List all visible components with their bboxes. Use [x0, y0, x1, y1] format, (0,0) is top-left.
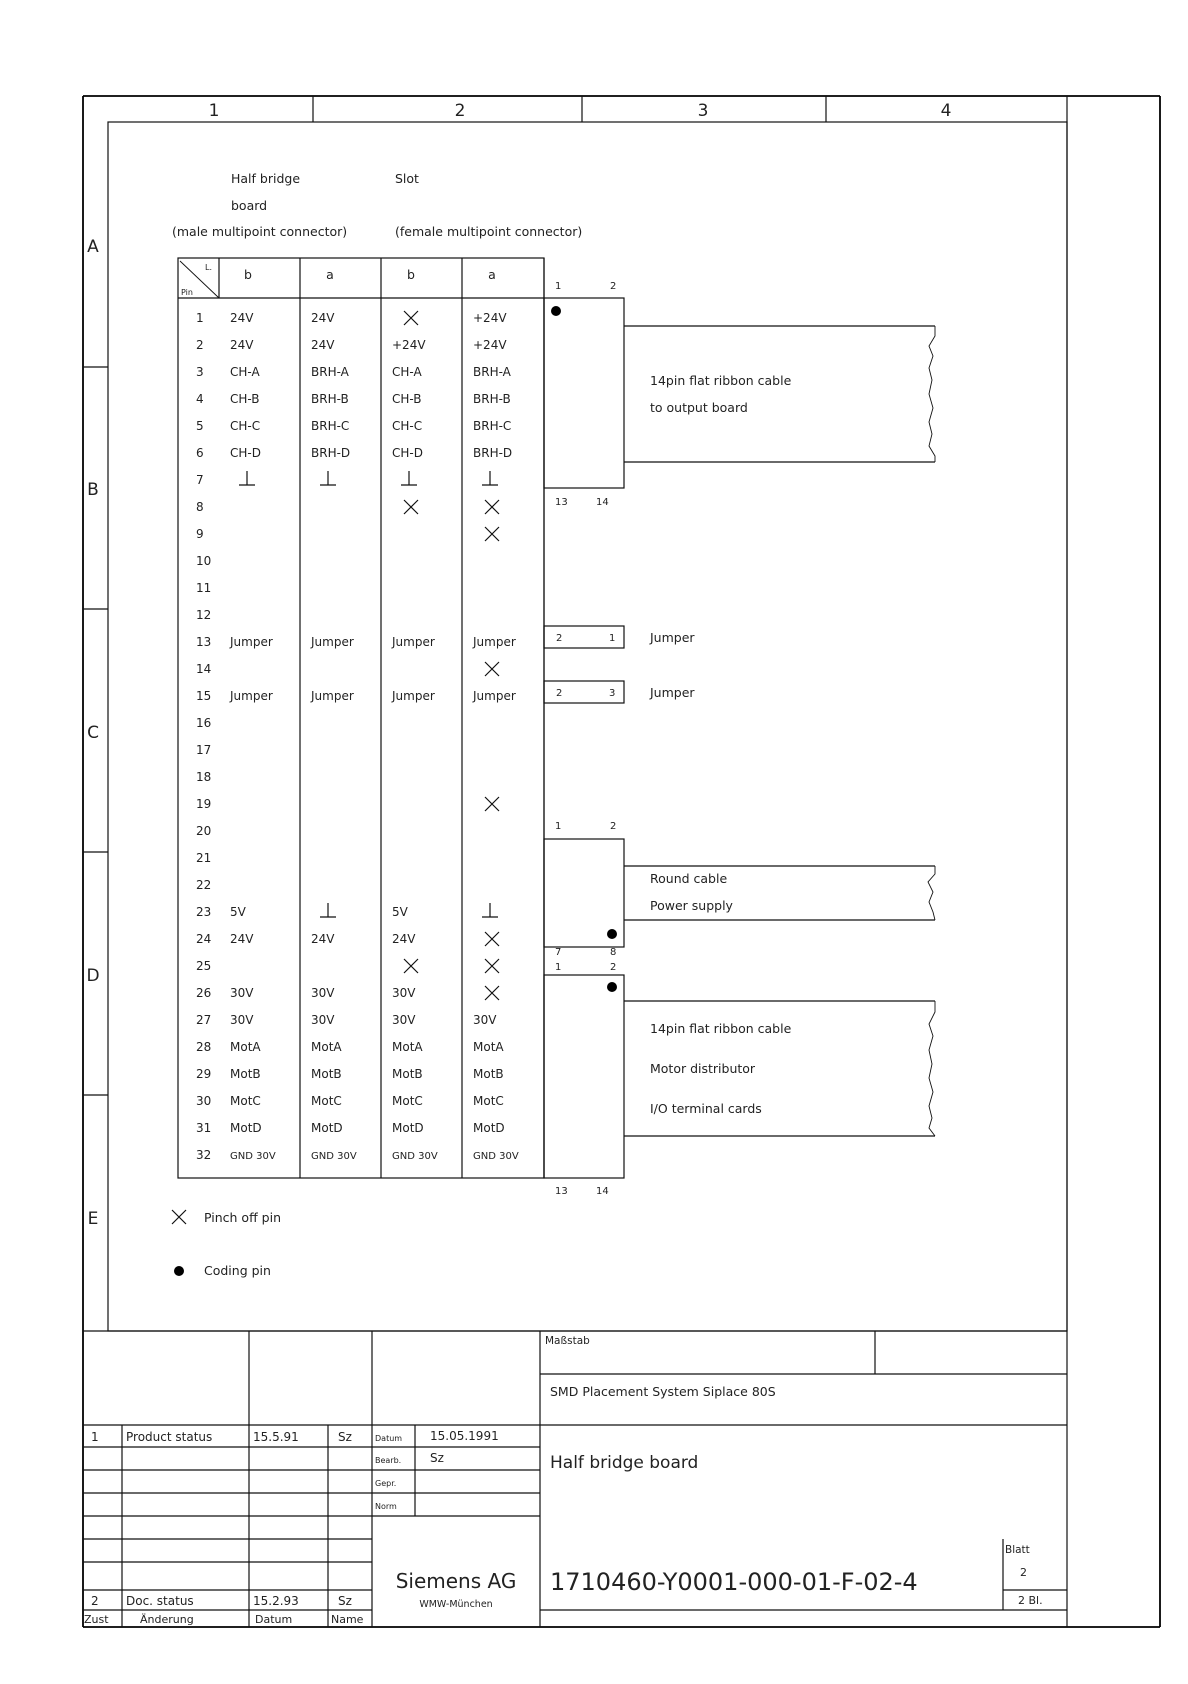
- zone-column-1: 1: [208, 101, 220, 121]
- pinch-off-icon: [485, 986, 499, 1000]
- pinch-off-icon: [485, 662, 499, 676]
- ground-icon: [239, 471, 255, 485]
- pin-cell: 30V: [392, 986, 416, 1000]
- heading-board: board: [231, 198, 268, 213]
- pin-cell: CH-A: [230, 365, 260, 379]
- pin-number: 27: [196, 1013, 212, 1027]
- pin-cell: MotC: [392, 1094, 423, 1108]
- rev1-name: Sz: [338, 1430, 352, 1444]
- pinch-off-icon: [172, 1210, 186, 1224]
- pin-cell: BRH-B: [473, 392, 511, 406]
- pin-number: 2: [196, 338, 204, 352]
- rev1-datum: 15.5.91: [253, 1430, 299, 1444]
- corner-label-pin: Pin: [181, 288, 193, 297]
- heading-female-connector: (female multipoint connector): [395, 224, 583, 239]
- pin-cell: 5V: [392, 905, 408, 919]
- pin-number: 20: [196, 824, 212, 838]
- pin-number: 26: [196, 986, 212, 1000]
- pinch-off-icon: [485, 527, 499, 541]
- approval-bearb-value: Sz: [430, 1451, 444, 1465]
- pin-cell: +24V: [473, 338, 507, 352]
- pin-number: 8: [196, 500, 204, 514]
- company-location: WMW-München: [419, 1599, 493, 1610]
- ground-icon: [320, 471, 336, 485]
- company-name: Siemens AG: [395, 1569, 517, 1593]
- pinch-off-icon: [485, 959, 499, 973]
- heading-half-bridge: Half bridge: [231, 171, 301, 186]
- pin-number: 24: [196, 932, 212, 946]
- c3-top-left: 1: [555, 962, 562, 973]
- pin-number: 29: [196, 1067, 212, 1081]
- pin-number: 18: [196, 770, 212, 784]
- jumper-15: [544, 681, 695, 703]
- pin-number: 25: [196, 959, 212, 973]
- pin-cell: +24V: [473, 311, 507, 325]
- pin-cell: 24V: [311, 932, 335, 946]
- rev1-aenderung: Product status: [126, 1430, 213, 1444]
- jumper1-left: 2: [556, 633, 563, 644]
- pin-number: 6: [196, 446, 204, 460]
- heading-slot: Slot: [395, 171, 419, 186]
- c2-bottom-left: 7: [555, 947, 562, 958]
- pin-number: 12: [196, 608, 212, 622]
- pin-cell: MotB: [392, 1067, 423, 1081]
- drawing-title: Half bridge board: [550, 1453, 699, 1473]
- pin-cell: 30V: [230, 1013, 254, 1027]
- pin-cell: 24V: [230, 932, 254, 946]
- pin-cell: MotC: [311, 1094, 342, 1108]
- pin-cell: CH-C: [392, 419, 423, 433]
- rev2-datum: 15.2.93: [253, 1594, 299, 1608]
- pin-cell: Jumper: [473, 635, 516, 649]
- pin-cell: BRH-C: [473, 419, 512, 433]
- c3-cable-line1: 14pin flat ribbon cable: [650, 1021, 792, 1036]
- jumper-13: [544, 626, 695, 648]
- pin-number: 22: [196, 878, 212, 892]
- connector-headings: [172, 171, 582, 239]
- system-name: SMD Placement System Siplace 80S: [550, 1384, 776, 1399]
- pin-cell: CH-B: [230, 392, 260, 406]
- pinch-off-icon: [404, 959, 418, 973]
- c2-cable-line2: Power supply: [650, 898, 733, 913]
- pin-cell: MotA: [473, 1040, 504, 1054]
- c3-cable-line3: I/O terminal cards: [650, 1101, 762, 1116]
- rev1-zust: 1: [91, 1430, 99, 1444]
- pin-cell: MotD: [311, 1121, 343, 1135]
- head-zust: Zust: [84, 1613, 109, 1626]
- pinch-off-icon: [485, 932, 499, 946]
- zone-column-labels: [209, 101, 952, 121]
- pin-cell: Jumper: [473, 689, 516, 703]
- pin-cell: BRH-D: [311, 446, 351, 460]
- rev2-aenderung: Doc. status: [126, 1594, 194, 1608]
- jumper2-right: 3: [609, 688, 616, 699]
- zone-column-2: 2: [454, 101, 466, 121]
- c1-bottom-left: 13: [555, 497, 568, 508]
- zone-row-a: A: [87, 237, 99, 257]
- ground-icon: [482, 903, 498, 917]
- ground-icon: [482, 471, 498, 485]
- pin-cell: 30V: [230, 986, 254, 1000]
- pin-cell: MotB: [473, 1067, 504, 1081]
- connector-power-supply: [544, 821, 935, 958]
- c1-bottom-right: 14: [596, 497, 609, 508]
- head-aenderung: Änderung: [140, 1613, 194, 1626]
- coding-pin-icon: [607, 929, 617, 939]
- pin-cell: 24V: [230, 338, 254, 352]
- pin-number: 3: [196, 365, 204, 379]
- pinch-off-icon: [404, 500, 418, 514]
- pin-number: 10: [196, 554, 212, 568]
- pin-cell: Jumper: [311, 689, 354, 703]
- pin-cell: 30V: [311, 1013, 335, 1027]
- pin-cell: 24V: [392, 932, 416, 946]
- pin-cell: BRH-D: [473, 446, 513, 460]
- pin-number: 4: [196, 392, 204, 406]
- c3-bottom-right: 14: [596, 1186, 609, 1197]
- pin-cell: CH-D: [392, 446, 423, 460]
- zone-row-e: E: [87, 1209, 99, 1229]
- blatt-value: 2: [1020, 1566, 1027, 1579]
- document-number: 1710460-Y0001-000-01-F-02-4: [550, 1568, 918, 1596]
- jumper2-left: 2: [556, 688, 563, 699]
- pin-cell: Jumper: [230, 635, 273, 649]
- pin-cell: Jumper: [392, 635, 435, 649]
- pin-cell: MotB: [230, 1067, 261, 1081]
- pin-cell: Jumper: [230, 689, 273, 703]
- blatt-total: 2 Bl.: [1018, 1594, 1043, 1607]
- massstab-label: Maßstab: [545, 1335, 590, 1347]
- pinch-off-icon: [485, 500, 499, 514]
- pin-cell: +24V: [392, 338, 426, 352]
- pin-cell: MotB: [311, 1067, 342, 1081]
- pin-cell: MotC: [230, 1094, 261, 1108]
- corner-label-l: L.: [205, 263, 212, 272]
- approval-norm-label: Norm: [375, 1502, 397, 1511]
- c3-bottom-left: 13: [555, 1186, 568, 1197]
- approval-gepr-label: Gepr.: [375, 1479, 397, 1488]
- pin-cell: BRH-A: [473, 365, 511, 379]
- pin-cell: Jumper: [311, 635, 354, 649]
- pin-number: 30: [196, 1094, 212, 1108]
- pin-cell: BRH-A: [311, 365, 349, 379]
- pin-cell: GND 30V: [311, 1151, 357, 1162]
- column-header-b2: b: [407, 267, 415, 282]
- pin-rows: [196, 311, 519, 1162]
- pin-cell: CH-D: [230, 446, 261, 460]
- pin-cell: 24V: [230, 311, 254, 325]
- pin-cell: MotC: [473, 1094, 504, 1108]
- zone-row-c: C: [87, 723, 99, 743]
- c1-top-right: 2: [610, 281, 617, 292]
- legend: [172, 1210, 281, 1278]
- c2-top-left: 1: [555, 821, 562, 832]
- rev2-zust: 2: [91, 1594, 99, 1608]
- pin-cell: 5V: [230, 905, 246, 919]
- c3-top-right: 2: [610, 962, 617, 973]
- pin-number: 9: [196, 527, 204, 541]
- zone-row-b: B: [87, 480, 99, 500]
- jumper1-label: Jumper: [650, 630, 695, 645]
- pin-number: 13: [196, 635, 212, 649]
- pin-number: 1: [196, 311, 204, 325]
- zone-row-labels: [86, 237, 99, 1229]
- pin-cell: GND 30V: [392, 1151, 438, 1162]
- pin-number: 28: [196, 1040, 212, 1054]
- pin-cell: GND 30V: [230, 1151, 276, 1162]
- c2-cable-line1: Round cable: [650, 871, 728, 886]
- pin-number: 16: [196, 716, 212, 730]
- c2-top-right: 2: [610, 821, 617, 832]
- connector-motor-distributor: [544, 962, 935, 1197]
- c2-bottom-right: 8: [610, 947, 617, 958]
- c1-cable-line1: 14pin flat ribbon cable: [650, 373, 792, 388]
- head-name: Name: [331, 1613, 364, 1626]
- pin-cell: BRH-C: [311, 419, 350, 433]
- pinch-off-icon: [485, 797, 499, 811]
- pin-cell: 30V: [392, 1013, 416, 1027]
- column-header-b1: b: [244, 267, 252, 282]
- legend-pinch-label: Pinch off pin: [204, 1210, 281, 1225]
- pin-number: 17: [196, 743, 212, 757]
- pin-number: 15: [196, 689, 212, 703]
- pin-cell: Jumper: [392, 689, 435, 703]
- title-block: [83, 1331, 1067, 1627]
- pin-cell: 24V: [311, 338, 335, 352]
- zone-column-4: 4: [940, 101, 952, 121]
- zone-column-3: 3: [697, 101, 709, 121]
- pin-cell: 30V: [311, 986, 335, 1000]
- pin-number: 31: [196, 1121, 212, 1135]
- pin-number: 21: [196, 851, 212, 865]
- pin-number: 5: [196, 419, 204, 433]
- pin-cell: CH-C: [230, 419, 261, 433]
- jumper2-label: Jumper: [650, 685, 695, 700]
- jumper1-right: 1: [609, 633, 616, 644]
- head-datum: Datum: [255, 1613, 293, 1626]
- pin-cell: MotA: [392, 1040, 423, 1054]
- pin-number: 11: [196, 581, 212, 595]
- pin-number: 14: [196, 662, 212, 676]
- pin-number: 7: [196, 473, 204, 487]
- pin-cell: CH-B: [392, 392, 422, 406]
- pinch-off-icon: [404, 311, 418, 325]
- heading-male-connector: (male multipoint connector): [172, 224, 348, 239]
- pin-cell: 24V: [311, 311, 335, 325]
- c1-cable-line2: to output board: [650, 400, 748, 415]
- blatt-label: Blatt: [1005, 1544, 1030, 1556]
- c3-cable-line2: Motor distributor: [650, 1061, 756, 1076]
- pin-cell: 30V: [473, 1013, 497, 1027]
- c1-top-left: 1: [555, 281, 562, 292]
- pin-cell: MotA: [311, 1040, 342, 1054]
- pin-cell: BRH-B: [311, 392, 349, 406]
- column-header-a1: a: [326, 267, 334, 282]
- pin-cell: MotD: [230, 1121, 262, 1135]
- rev2-name: Sz: [338, 1594, 352, 1608]
- coding-pin-icon: [174, 1266, 184, 1276]
- pin-cell: MotD: [473, 1121, 505, 1135]
- column-header-a2: a: [488, 267, 496, 282]
- approval-datum-label: Datum: [375, 1434, 403, 1443]
- pin-cell: MotD: [392, 1121, 424, 1135]
- pin-cell: GND 30V: [473, 1151, 519, 1162]
- approval-bearb-label: Bearb.: [375, 1456, 402, 1465]
- coding-pin-icon: [551, 306, 561, 316]
- ground-icon: [320, 903, 336, 917]
- pin-table: [178, 258, 544, 1178]
- pin-cell: CH-A: [392, 365, 422, 379]
- pin-number: 23: [196, 905, 212, 919]
- legend-coding-label: Coding pin: [204, 1263, 271, 1278]
- ground-icon: [401, 471, 417, 485]
- zone-row-d: D: [86, 966, 100, 986]
- approval-datum-value: 15.05.1991: [430, 1429, 499, 1443]
- pin-number: 19: [196, 797, 212, 811]
- coding-pin-icon: [607, 982, 617, 992]
- pin-cell: MotA: [230, 1040, 261, 1054]
- pin-number: 32: [196, 1148, 212, 1162]
- connector-output-board: [544, 281, 935, 508]
